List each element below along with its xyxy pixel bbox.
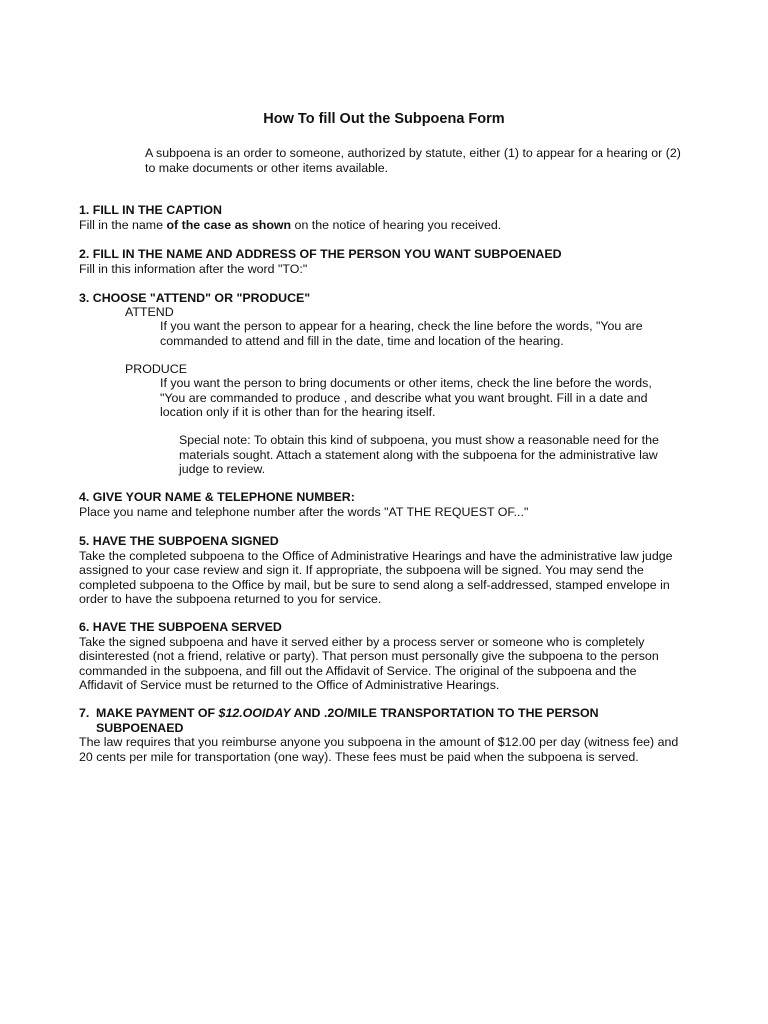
section-4-heading: 4. GIVE YOUR NAME & TELEPHONE NUMBER: xyxy=(79,490,355,504)
section-6-heading: 6. HAVE THE SUBPOENA SERVED xyxy=(79,620,282,634)
section-3-heading xyxy=(79,291,719,306)
section-1-text-post: on the notice of hearing you received. xyxy=(291,217,502,232)
intro-paragraph xyxy=(145,146,725,175)
produce-label: PRODUCE xyxy=(125,362,187,376)
section-4 xyxy=(79,490,719,519)
special-note-line: Special note: To obtain this kind of subpoena, you must show a reasonable need for the xyxy=(179,433,659,447)
section-6-line: commanded in the subpoena, and fill out the Affidavit of Service. The original of the subpoena and the xyxy=(79,663,637,678)
section-2 xyxy=(79,247,719,276)
section-7-heading-amount: $12.OOIDAY xyxy=(218,706,291,720)
attend-line: commanded to attend and fill in the date, time and location of the hearing. xyxy=(160,333,564,348)
attend-line: If you want the person to appear for a hearing, check the line before the words, "You are xyxy=(160,319,643,333)
special-note-line: judge to review. xyxy=(179,462,266,477)
section-1 xyxy=(79,203,719,232)
section-6 xyxy=(79,620,719,693)
section-5-line: completed subpoena to the Office by mail, but be sure to send along a self-addressed, stamped envelope in xyxy=(79,577,670,592)
section-5-heading: 5. HAVE THE SUBPOENA SIGNED xyxy=(79,534,279,548)
section-5-line: order to have the subpoena returned to you for service. xyxy=(79,592,382,607)
section-6-line: Take the signed subpoena and have it served either by a process server or someone who is completely xyxy=(79,634,645,649)
section-7-line: 20 cents per mile for transportation (one way). These fees must be paid when the subpoena is served. xyxy=(79,749,639,764)
section-1-text-bold: of the case as shown xyxy=(166,217,292,232)
section-1-heading: 1. FILL IN THE CAPTION xyxy=(79,203,222,217)
produce-line: location only if it is other than for the hearing itself. xyxy=(160,405,436,420)
section-7-heading-line2: SUBPOENAED xyxy=(96,720,184,735)
section-6-line: Affidavit of Service must be returned to the Office of Administrative Hearings. xyxy=(79,678,500,693)
page-title: How To fill Out the Subpoena Form xyxy=(263,111,505,127)
section-5-line: Take the completed subpoena to the Office of Administrative Hearings and have the administrative law judge xyxy=(79,548,673,563)
produce-line: "You are commanded to produce , and describe what you want brought. Fill in a date and xyxy=(160,390,648,405)
section-2-text: Fill in this information after the word "TO:" xyxy=(79,261,308,276)
attend-text xyxy=(160,319,700,348)
produce-line: If you want the person to bring documents or other items, check the line before the words, xyxy=(160,376,652,390)
section-3-heading-text: 3. CHOOSE "ATTEND" OR "PRODUCE" xyxy=(79,291,311,305)
attend-label: ATTEND xyxy=(125,305,174,319)
section-5-line: assigned to your case review and sign it. If appropriate, the subpoena will be signed. You may send the xyxy=(79,563,644,578)
section-7-heading-pre: MAKE PAYMENT OF xyxy=(96,706,219,720)
intro-line: A subpoena is an order to someone, authorized by statute, either (1) to appear for a hearing or (2) xyxy=(145,146,681,160)
section-1-text-pre: Fill in the name xyxy=(79,217,167,232)
produce-text xyxy=(160,376,700,420)
section-7-heading-post: AND .2O/MILE TRANSPORTATION TO THE PERSON xyxy=(290,706,599,720)
section-7-number: 7. xyxy=(79,706,90,720)
section-4-text: Place you name and telephone number after the words "AT THE REQUEST OF..." xyxy=(79,504,529,519)
section-7 xyxy=(79,706,719,764)
section-5 xyxy=(79,534,719,607)
special-note xyxy=(179,433,699,477)
section-1-text xyxy=(79,218,719,233)
intro-line: to make documents or other items available. xyxy=(145,160,389,175)
special-note-line: materials sought. Attach a statement along with the subpoena for the administrative law xyxy=(179,447,658,462)
section-6-line: disinterested (not a friend, relative or party). That person must personally give the subpoena to the person xyxy=(79,649,659,664)
section-7-line: The law requires that you reimburse anyone you subpoena in the amount of $12.00 per day (witness fee) and xyxy=(79,735,679,750)
section-7-heading xyxy=(79,706,719,721)
section-2-heading: 2. FILL IN THE NAME AND ADDRESS OF THE PERSON YOU WANT SUBPOENAED xyxy=(79,247,562,261)
